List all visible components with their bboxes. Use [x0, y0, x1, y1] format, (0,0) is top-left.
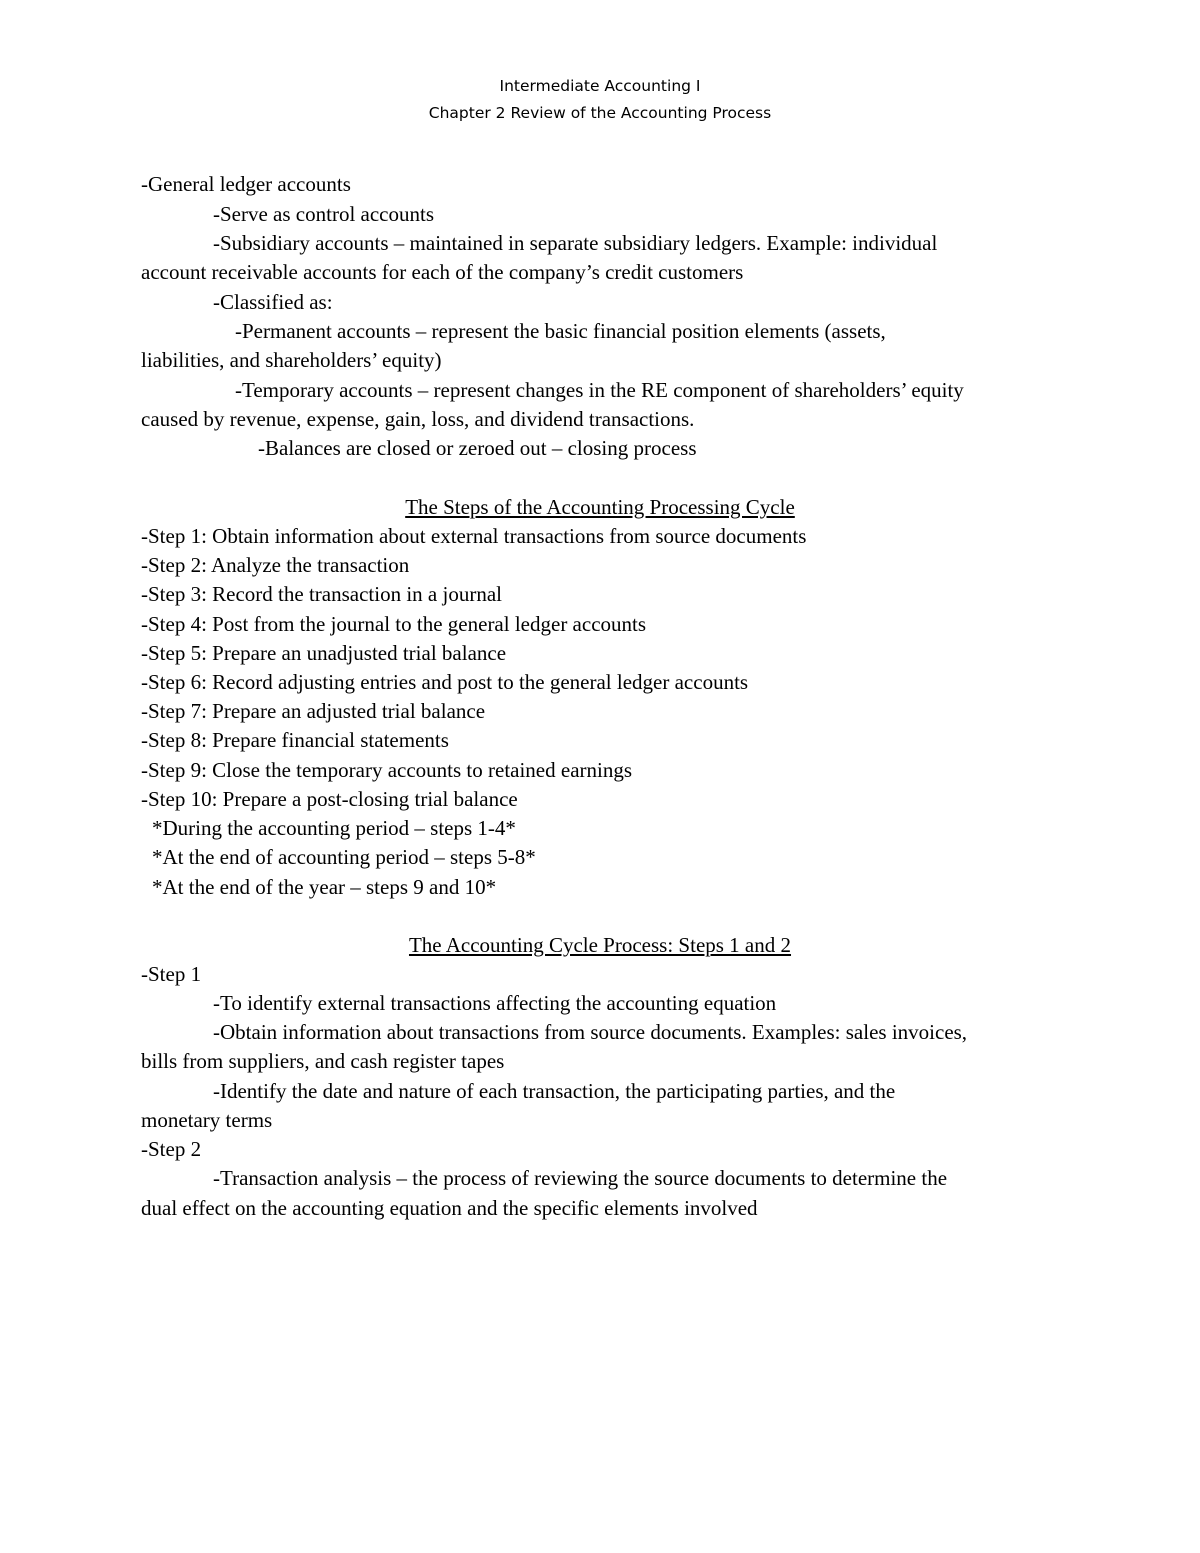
section-heading-steps: The Steps of the Accounting Processing Cycle	[405, 495, 795, 519]
text-line: -Step 1	[141, 962, 202, 986]
text-line: -General ledger accounts	[141, 172, 351, 196]
text-line: -Subsidiary accounts – maintained in separate subsidiary ledgers. Example: individual	[213, 231, 938, 255]
step-item: -Step 5: Prepare an unadjusted trial balance	[141, 641, 507, 665]
text-line: liabilities, and shareholders’ equity)	[141, 348, 442, 372]
text-line: -Classified as:	[213, 290, 333, 314]
text-line: bills from suppliers, and cash register tapes	[141, 1049, 505, 1073]
text-line: caused by revenue, expense, gain, loss, and dividend transactions.	[141, 407, 695, 431]
step-note: *During the accounting period – steps 1-4*	[152, 816, 516, 840]
document-title: Intermediate Accounting I	[499, 77, 701, 95]
text-line: -Identify the date and nature of each transaction, the participating parties, and the	[213, 1079, 896, 1103]
step-note: *At the end of the year – steps 9 and 10*	[152, 875, 497, 899]
text-line: dual effect on the accounting equation and the specific elements involved	[141, 1196, 758, 1220]
step-item: -Step 4: Post from the journal to the general ledger accounts	[141, 612, 647, 636]
document-subtitle: Chapter 2 Review of the Accounting Process	[428, 104, 772, 122]
text-line: -Step 2	[141, 1137, 202, 1161]
text-line: monetary terms	[141, 1108, 273, 1132]
text-line: -Transaction analysis – the process of reviewing the source documents to determine the	[213, 1166, 948, 1190]
step-item: -Step 10: Prepare a post-closing trial balance	[141, 787, 518, 811]
step-item: -Step 1: Obtain information about external transactions from source documents	[141, 524, 807, 548]
text-line: -Temporary accounts – represent changes in the RE component of shareholders’ equity	[235, 378, 964, 402]
step-item: -Step 9: Close the temporary accounts to retained earnings	[141, 758, 633, 782]
step-item: -Step 6: Record adjusting entries and post to the general ledger accounts	[141, 670, 749, 694]
section-heading-cycle: The Accounting Cycle Process: Steps 1 and 2	[408, 933, 792, 957]
text-line: -Serve as control accounts	[213, 202, 435, 226]
step-note: *At the end of accounting period – steps 5-8*	[152, 845, 536, 869]
step-item: -Step 8: Prepare financial statements	[141, 728, 449, 752]
step-item: -Step 3: Record the transaction in a journal	[141, 582, 502, 606]
text-line: -Permanent accounts – represent the basic financial position elements (assets,	[235, 319, 886, 343]
step-item: -Step 2: Analyze the transaction	[141, 553, 410, 577]
step-item: -Step 7: Prepare an adjusted trial balance	[141, 699, 486, 723]
text-line: account receivable accounts for each of the company’s credit customers	[141, 260, 744, 284]
text-line: -Balances are closed or zeroed out – closing process	[258, 436, 697, 460]
text-line: -To identify external transactions affecting the accounting equation	[213, 991, 777, 1015]
text-line: -Obtain information about transactions from source documents. Examples: sales invoices,	[213, 1020, 968, 1044]
